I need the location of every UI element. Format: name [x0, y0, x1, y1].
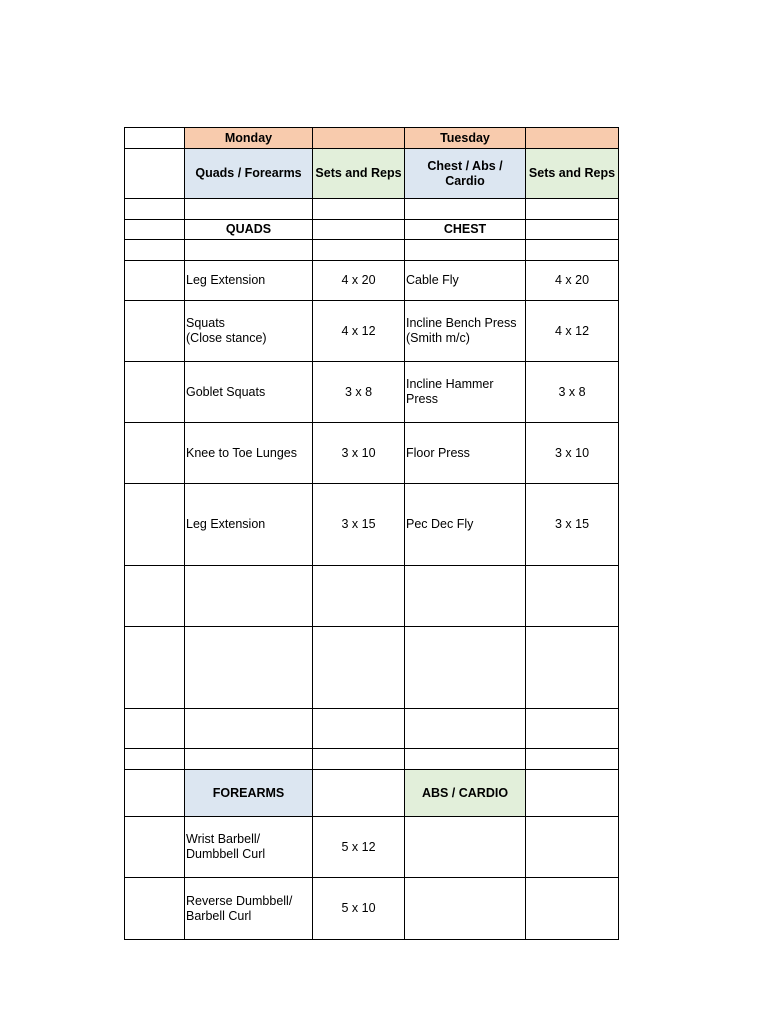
tuesday-group-label: Chest / Abs / Cardio [405, 149, 526, 199]
cell [526, 128, 619, 149]
monday-exercise: Leg Extension [185, 261, 313, 301]
tuesday-exercise: Cable Fly [405, 261, 526, 301]
monday-exercise: Leg Extension [185, 484, 313, 566]
tuesday-exercise: Floor Press [405, 423, 526, 484]
forearm-exercise: Reverse Dumbbell/ Barbell Curl [185, 878, 313, 940]
group-header-row [125, 149, 619, 199]
cell [526, 770, 619, 817]
spacer-row [125, 240, 619, 261]
tuesday-exercise: Incline Hammer Press [405, 362, 526, 423]
tuesday-sets: 3 x 10 [526, 423, 619, 484]
monday-sets: 4 x 20 [313, 261, 405, 301]
monday-exercise: Knee to Toe Lunges [185, 423, 313, 484]
tuesday-header: Tuesday [405, 128, 526, 149]
table-row [125, 362, 619, 423]
table-row [125, 423, 619, 484]
workout-table [124, 127, 619, 940]
cell [125, 128, 185, 149]
tuesday-sets-header: Sets and Reps [526, 149, 619, 199]
tuesday-sets: 3 x 15 [526, 484, 619, 566]
empty-row [125, 566, 619, 627]
forearm-sets: 5 x 12 [313, 817, 405, 878]
table-row [125, 261, 619, 301]
monday-sets: 3 x 10 [313, 423, 405, 484]
spacer-row [125, 749, 619, 770]
monday-sets-header: Sets and Reps [313, 149, 405, 199]
cell [313, 770, 405, 817]
abs-cardio-section-label: ABS / CARDIO [405, 770, 526, 817]
table-row [125, 817, 619, 878]
cell [313, 128, 405, 149]
cell [125, 149, 185, 199]
forearm-exercise: Wrist Barbell/ Dumbbell Curl [185, 817, 313, 878]
spacer-row [125, 199, 619, 220]
forearm-sets: 5 x 10 [313, 878, 405, 940]
forearms-section-label: FOREARMS [185, 770, 313, 817]
tuesday-exercise: Pec Dec Fly [405, 484, 526, 566]
monday-header: Monday [185, 128, 313, 149]
section-row [125, 220, 619, 240]
quads-section-label: QUADS [185, 220, 313, 240]
empty-row [125, 627, 619, 709]
monday-exercise: Goblet Squats [185, 362, 313, 423]
tuesday-sets: 4 x 12 [526, 301, 619, 362]
cell [526, 220, 619, 240]
table-row [125, 301, 619, 362]
tuesday-exercise: Incline Bench Press (Smith m/c) [405, 301, 526, 362]
monday-group-label: Quads / Forearms [185, 149, 313, 199]
section-row [125, 770, 619, 817]
cell [125, 220, 185, 240]
empty-row [125, 709, 619, 749]
monday-sets: 3 x 8 [313, 362, 405, 423]
tuesday-sets: 4 x 20 [526, 261, 619, 301]
cell [313, 220, 405, 240]
day-header-row [125, 128, 619, 149]
monday-sets: 3 x 15 [313, 484, 405, 566]
monday-sets: 4 x 12 [313, 301, 405, 362]
cell [125, 770, 185, 817]
chest-section-label: CHEST [405, 220, 526, 240]
tuesday-sets: 3 x 8 [526, 362, 619, 423]
table-row [125, 878, 619, 940]
monday-exercise: Squats (Close stance) [185, 301, 313, 362]
table-row [125, 484, 619, 566]
